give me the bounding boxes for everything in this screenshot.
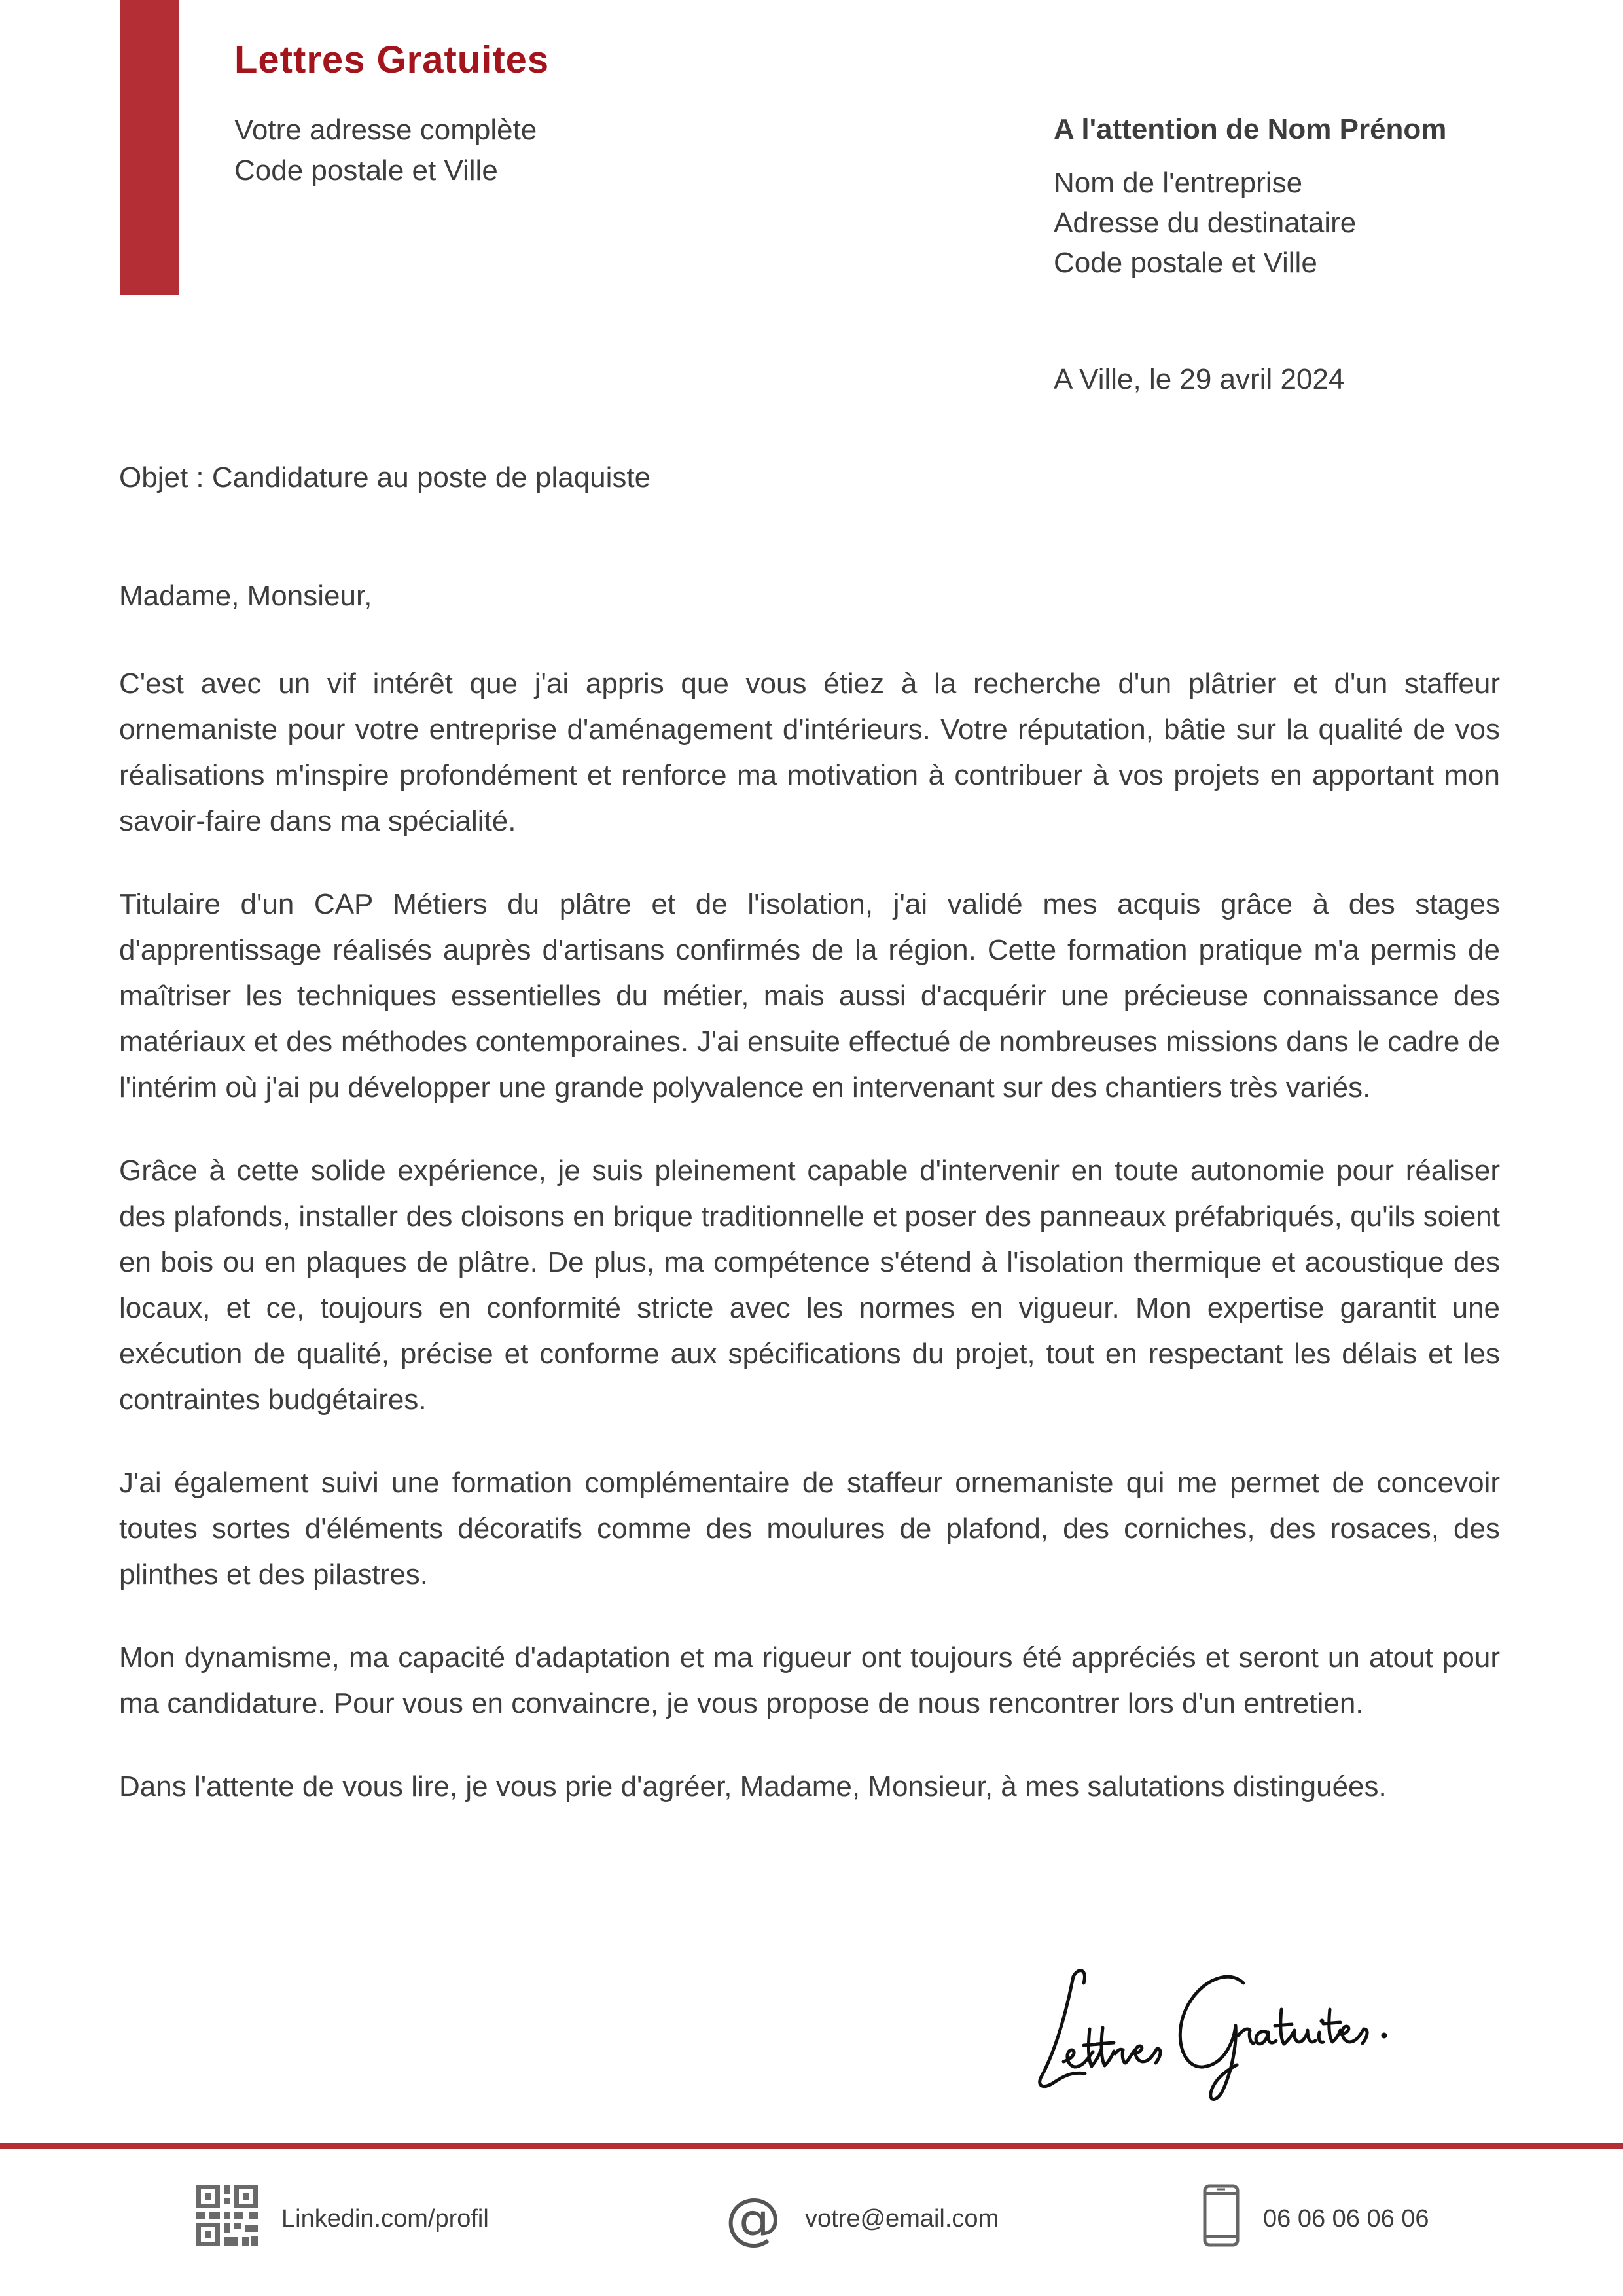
handwritten-signature	[1027, 1937, 1420, 2108]
at-sign-icon: @	[725, 2186, 781, 2251]
sender-address-line: Votre adresse complète	[234, 114, 537, 146]
letter-body	[119, 661, 1500, 1847]
body-paragraph: Mon dynamisme, ma capacité d'adaptation et ma rigueur ont toujours été appréciés et seront un atout pour ma candidature. Pour vous en convaincre, je vous propose de nous rencontrer lors d'un entretien.	[119, 1641, 1500, 1719]
recipient-city: Code postale et Ville	[1054, 247, 1317, 279]
body-paragraph: Titulaire d'un CAP Métiers du plâtre et de l'isolation, j'ai validé mes acquis grâce à des stages d'apprentissage réalisés auprès d'artisans confirmés de la région. Cette formation pratique m'a permis de maîtriser les techniques essentielles du métier, mais aussi d'acquérir une précieuse connaissance des matériaux et des méthodes contemporaines. J'ai ensuite effectué de nombreuses missions dans le cadre de l'intérim où j'ai pu développer une grande polyvalence en intervenant sur des chantiers très variés.	[119, 888, 1500, 1103]
recipient-block	[1054, 113, 1446, 283]
phone-number: 06 06 06 06 06	[1263, 2204, 1429, 2233]
body-paragraph: Grâce à cette solide expérience, je suis pleinement capable d'intervenir en toute autonomie pour réaliser des plafonds, installer des cloisons en brique traditionnelle et poser des panneaux préfabriqués, qu'ils soient en bois ou en plaques de plâtre. De plus, ma compétence s'étend à l'isolation thermique et acoustique des locaux, et ce, toujours en conformité stricte avec les normes en vigueur. Mon expertise garantit une exécution de qualité, précise et conforme aux spécifications du projet, tout en respectant les délais et les contraintes budgétaires.	[119, 1155, 1500, 1416]
letter-date: A Ville, le 29 avril 2024	[1054, 363, 1345, 395]
footer-email	[725, 2186, 999, 2251]
footer-linkedin	[196, 2186, 489, 2251]
closing-paragraph: Dans l'attente de vous lire, je vous prie d'agréer, Madame, Monsieur, à mes salutations distinguées.	[119, 1770, 1387, 1803]
recipient-attention: A l'attention de Nom Prénom	[1054, 113, 1447, 145]
recipient-company: Nom de l'entreprise	[1054, 167, 1303, 199]
linkedin-url: Linkedin.com/profil	[281, 2204, 489, 2233]
body-paragraph: C'est avec un vif intérêt que j'ai appris que vous étiez à la recherche d'un plâtrier et d'un staffeur ornemaniste pour votre entreprise d'aménagement d'intérieurs. Votre réputation, bâtie sur la qualité de vos réalisations m'inspire profondément et renforce ma motivation à contribuer à vos projets en apportant mon savoir-faire dans ma spécialité.	[119, 668, 1500, 837]
mobile-phone-icon	[1203, 2184, 1240, 2253]
letter-subject: Objet : Candidature au poste de plaquiste	[119, 461, 651, 493]
footer-phone	[1203, 2186, 1429, 2251]
body-paragraph: J'ai également suivi une formation complémentaire de staffeur ornemaniste qui me permet de concevoir toutes sortes d'éléments décoratifs comme des moulures de plafond, des corniches, des rosaces, des plinthes et des pilastres.	[119, 1467, 1500, 1590]
sender-city-line: Code postale et Ville	[234, 154, 498, 187]
email-address: votre@email.com	[805, 2204, 999, 2233]
recipient-address: Adresse du destinataire	[1054, 207, 1357, 239]
sender-address	[234, 110, 537, 191]
qr-code-icon	[196, 2185, 258, 2253]
footer-divider	[0, 2143, 1623, 2149]
sender-name: Lettres Gratuites	[234, 39, 550, 81]
letter-salutation: Madame, Monsieur,	[119, 580, 372, 612]
header-accent-bar	[120, 0, 179, 295]
